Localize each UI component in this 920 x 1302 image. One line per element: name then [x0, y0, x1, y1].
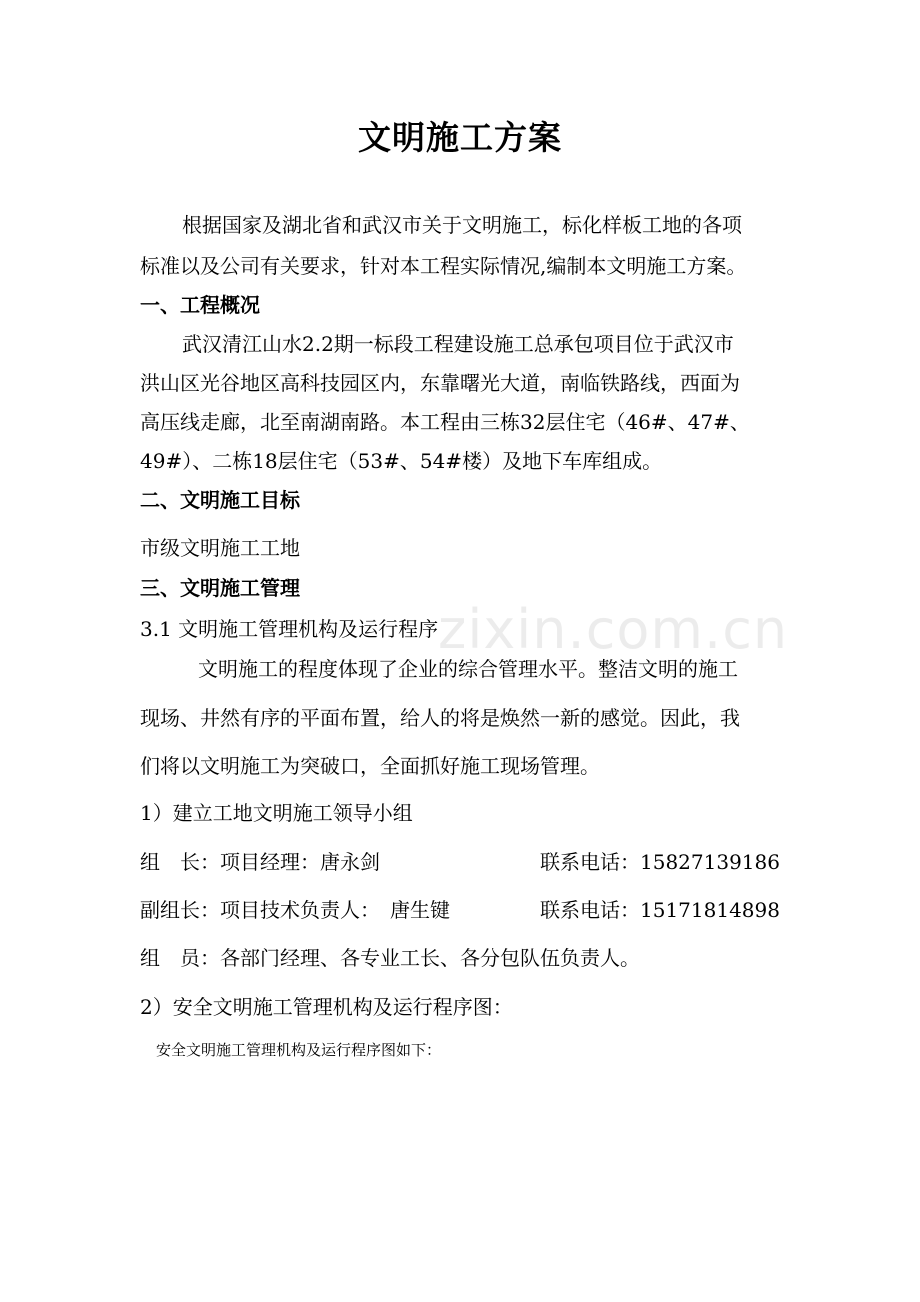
section-1-line-1: 武汉清江山水2.2期一标段工程建设施工总承包项目位于武汉市 — [182, 332, 734, 356]
document-title: 文明施工方案 — [358, 118, 562, 157]
intro-line-1: 根据国家及湖北省和武汉市关于文明施工，标化样板工地的各项 — [182, 213, 742, 237]
section-2-heading: 二、文明施工目标 — [140, 488, 300, 512]
item-2: 2）安全文明施工管理机构及运行程序图： — [140, 995, 513, 1019]
section-3-para-line-3: 们将以文明施工为突破口，全面抓好施工现场管理。 — [140, 754, 600, 778]
section-3-para-line-1: 文明施工的程度体现了企业的综合管理水平。整洁文明的施工 — [198, 657, 738, 681]
deputy-label: 副组长：项目技术负责人： 唐生键 — [140, 898, 450, 922]
section-1-line-4: 49#）、二栋18层住宅（53#、54#楼）及地下车库组成。 — [140, 449, 663, 473]
section-1-line-2: 洪山区光谷地区高科技园区内，东靠曙光大道，南临铁路线，西面为 — [140, 371, 740, 395]
section-1-heading: 一、工程概况 — [140, 293, 260, 317]
members-line: 组 员：各部门经理、各专业工长、各分包队伍负责人。 — [140, 946, 640, 970]
intro-line-2: 标准以及公司有关要求，针对本工程实际情况,编制本文明施工方案。 — [140, 254, 747, 278]
deputy-contact: 联系电话：15171814898 — [540, 898, 780, 922]
watermark: zixin.com.cn — [438, 598, 789, 661]
section-3-heading: 三、文明施工管理 — [140, 576, 300, 600]
section-1-line-3: 高压线走廊，北至南湖南路。本工程由三栋32层住宅（46#、47#、 — [140, 410, 750, 434]
section-3-para-line-2: 现场、井然有序的平面布置，给人的将是焕然一新的感觉。因此，我 — [140, 706, 740, 730]
item-1: 1）建立工地文明施工领导小组 — [140, 801, 413, 825]
section-2-text: 市级文明施工工地 — [140, 536, 300, 560]
leader-contact: 联系电话：15827139186 — [540, 850, 780, 874]
section-3-subheading: 3.1 文明施工管理机构及运行程序 — [140, 617, 439, 641]
diagram-note: 安全文明施工管理机构及运行程序图如下： — [156, 1041, 442, 1059]
leader-label: 组 长：项目经理：唐永剑 — [140, 850, 380, 874]
